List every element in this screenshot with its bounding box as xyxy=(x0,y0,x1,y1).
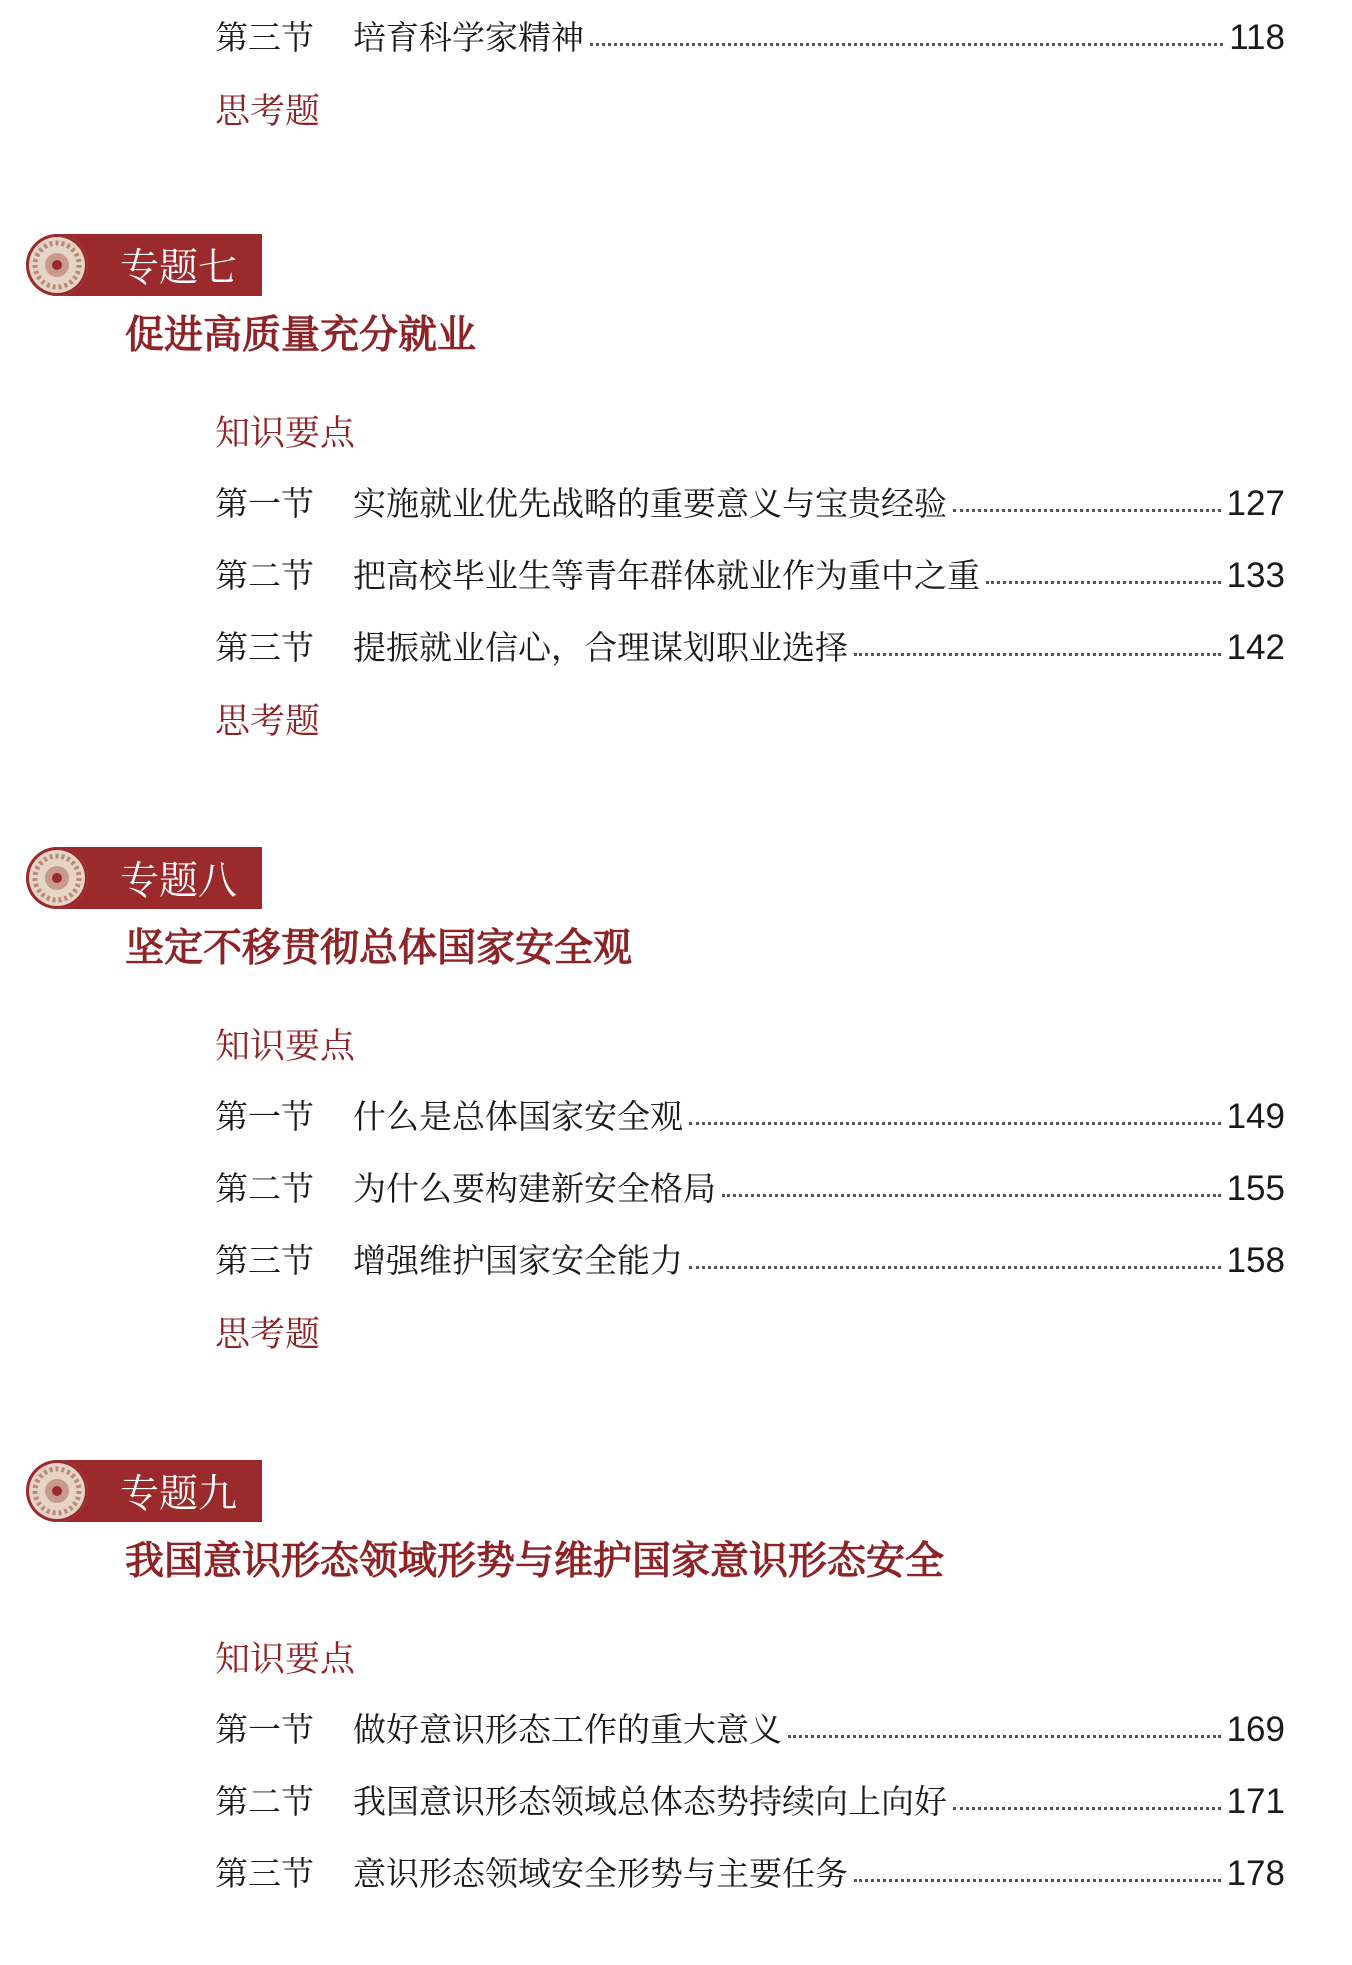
toc-row[interactable] xyxy=(215,553,1285,599)
section-number: 第一节 xyxy=(215,1710,314,1749)
section-title: 培育科学家精神 xyxy=(353,18,584,57)
page-number: 169 xyxy=(1226,1710,1285,1749)
topic-title[interactable]: 促进高质量充分就业 xyxy=(125,312,477,358)
knowledge-label: 知识要点 xyxy=(215,414,356,454)
toc-row[interactable] xyxy=(215,625,1285,671)
toc-row[interactable] xyxy=(215,1094,1285,1140)
topic-badge-label: 专题九 xyxy=(120,1472,238,1517)
section-number: 第三节 xyxy=(215,628,314,667)
topic-badge xyxy=(26,847,262,909)
section-number: 第三节 xyxy=(215,18,314,57)
dot-leader xyxy=(854,653,1221,656)
page-number: 149 xyxy=(1226,1097,1285,1136)
page-number: 158 xyxy=(1226,1241,1285,1280)
dot-leader xyxy=(590,43,1223,46)
section-number: 第二节 xyxy=(215,1169,314,1208)
section-title: 增强维护国家安全能力 xyxy=(353,1241,683,1280)
page-number: 155 xyxy=(1226,1169,1285,1208)
dot-leader xyxy=(953,509,1221,512)
medallion-icon xyxy=(26,847,88,909)
section-number: 第三节 xyxy=(215,1241,314,1280)
toc-row[interactable] xyxy=(215,1238,1285,1284)
dot-leader xyxy=(689,1122,1221,1125)
toc-row[interactable] xyxy=(215,1166,1285,1212)
topic-title[interactable]: 坚定不移贯彻总体国家安全观 xyxy=(125,925,633,971)
topic-badge-label: 专题八 xyxy=(120,859,238,904)
toc-row[interactable] xyxy=(215,15,1285,61)
section-title: 把高校毕业生等青年群体就业作为重中之重 xyxy=(353,556,980,595)
section-title: 我国意识形态领域总体态势持续向上向好 xyxy=(353,1782,947,1821)
dot-leader xyxy=(689,1266,1221,1269)
section-number: 第一节 xyxy=(215,484,314,523)
section-title: 意识形态领域安全形势与主要任务 xyxy=(353,1854,848,1893)
dot-leader xyxy=(788,1735,1221,1738)
medallion-icon xyxy=(26,234,88,296)
topic-badge xyxy=(26,1460,262,1522)
page-number: 142 xyxy=(1226,628,1285,667)
section-number: 第二节 xyxy=(215,556,314,595)
page-number: 178 xyxy=(1226,1854,1285,1893)
section-title: 做好意识形态工作的重大意义 xyxy=(353,1710,782,1749)
toc-row[interactable] xyxy=(215,481,1285,527)
dot-leader xyxy=(986,581,1221,584)
dot-leader xyxy=(953,1807,1221,1810)
dot-leader xyxy=(722,1194,1221,1197)
section-number: 第三节 xyxy=(215,1854,314,1893)
toc-row[interactable] xyxy=(215,1851,1285,1897)
topic-title[interactable]: 我国意识形态领域形势与维护国家意识形态安全 xyxy=(125,1538,945,1584)
page-number: 133 xyxy=(1226,556,1285,595)
section-number: 第二节 xyxy=(215,1782,314,1821)
medallion-icon xyxy=(26,1460,88,1522)
page-number: 118 xyxy=(1229,18,1285,57)
questions-label[interactable]: 思考题 xyxy=(215,92,321,132)
page-number: 127 xyxy=(1226,484,1285,523)
topic-badge-label: 专题七 xyxy=(120,246,238,291)
section-title: 提振就业信心，合理谋划职业选择 xyxy=(353,628,848,667)
knowledge-label: 知识要点 xyxy=(215,1027,356,1067)
questions-label[interactable]: 思考题 xyxy=(215,702,321,742)
topic-badge xyxy=(26,234,262,296)
section-title: 为什么要构建新安全格局 xyxy=(353,1169,716,1208)
toc-row[interactable] xyxy=(215,1779,1285,1825)
section-title: 实施就业优先战略的重要意义与宝贵经验 xyxy=(353,484,947,523)
toc-row[interactable] xyxy=(215,1707,1285,1753)
page-number: 171 xyxy=(1226,1782,1285,1821)
section-number: 第一节 xyxy=(215,1097,314,1136)
dot-leader xyxy=(854,1879,1221,1882)
section-title: 什么是总体国家安全观 xyxy=(353,1097,683,1136)
questions-label[interactable]: 思考题 xyxy=(215,1315,321,1355)
knowledge-label: 知识要点 xyxy=(215,1640,356,1680)
